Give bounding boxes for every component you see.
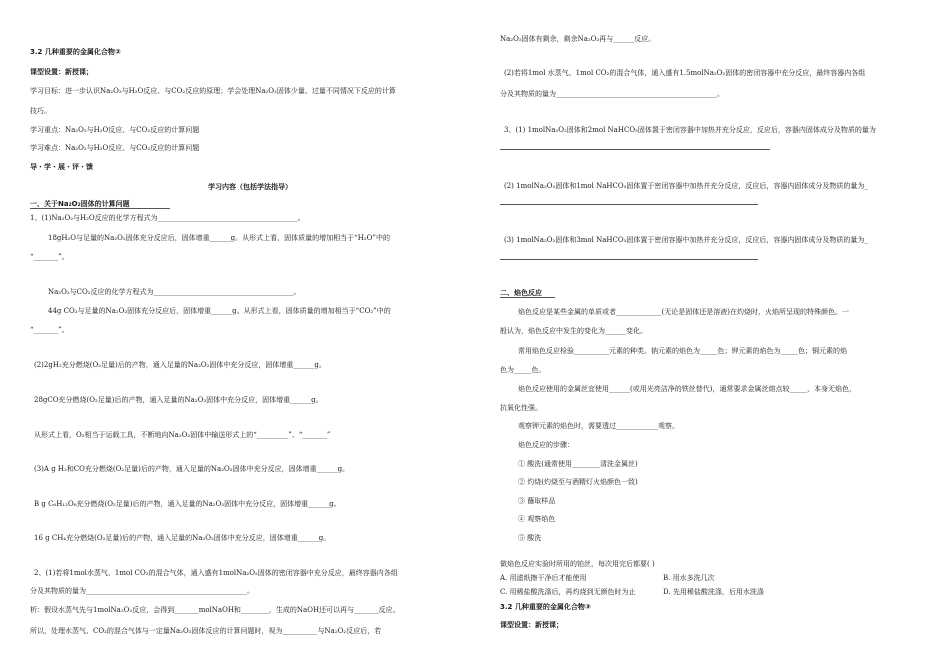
question-2: (2)2gH₂充分燃烧(O₂足量)后的产物，通入足量的Na₂O₂固体中充分反应，固体增重______g。: [34, 361, 326, 369]
flame-text-4: 色为_____色。: [500, 366, 546, 374]
question-1-1: 1、(1)Na₂O₂与H₂O反应的化学方程式为________________________________________。: [30, 214, 305, 222]
mc-option-a: A. 用滤纸擦干净后才能使用: [500, 574, 587, 582]
question-1-3: “_______”。: [30, 253, 69, 261]
analysis-1: 析：假设水蒸气先与1molNa₂O₂反应，会得到_______molNaOH和________，生成的NaOH还可以再与_______反应。: [30, 606, 400, 614]
flame-text-6: 抗氧化性强。: [500, 404, 542, 412]
flame-text-1: 焰色反应是某些金属的单质或者_____________(无论是固体还是溶液)在灼烧时，火焰所呈现的特殊颜色。一: [518, 308, 849, 316]
mc-option-b: B. 用水多洗几次: [663, 574, 715, 582]
question-10-1: 3、(1) 1molNa₂O₂固体和2mol NaHCO₃固体置于密闭容器中加热并充分反应，反应后，容器内固体成分及物质的量为: [504, 126, 876, 134]
section-title: 3.2 几种重要的金属化合物②: [30, 48, 121, 56]
step-1: ① 酸洗(通常使用________清洗金属丝): [518, 460, 638, 468]
question-8-1: 2、(1)若将1mol水蒸气、1mol CO₂的混合气体，通入盛有1molNa₂O₂固体的密闭容器中充分反应，最终容器内各组: [34, 569, 398, 577]
learning-objective-cont: 技巧。: [30, 107, 51, 115]
answer-line: [500, 149, 770, 150]
flame-text-3: 常用焰色反应检验__________元素的种类。钠元素的焰色为_____色；钾元素的焰色为_____色；铜元素的焰: [518, 347, 847, 355]
question-7: 16 g CH₄充分燃烧(O₂足量)后的产物，通入足量的Na₂O₂固体中充分反应，固体增重______g。: [34, 534, 331, 542]
flame-text-5: 焰色反应使用的金属丝宜使用______(或用光亮洁净的铁丝替代)，通常要求金属丝熔点较_____，本身无焰色，: [518, 385, 856, 393]
question-5: (3)A g H₂和CO充分燃烧(O₂足量)后的产物，通入足量的Na₂O₂固体中充分反应，固体增重______g。: [34, 465, 350, 473]
heading-underline: [500, 297, 555, 298]
step-3: ③ 蘸取样品: [518, 497, 556, 505]
answer-line: [500, 204, 758, 205]
mc-option-d: D. 先用稀盐酸洗涤，后用水洗涤: [663, 588, 764, 596]
analysis-2: 所以，处理水蒸气、CO₂的混合气体与一定量Na₂O₂固体反应的计算问题时，视为__________与Na₂O₂反应后，若: [30, 627, 382, 635]
step-2: ② 灼烧(灼烧至与酒精灯火焰颜色一致): [518, 478, 638, 486]
learning-objective: 学习目标：进一步认识Na₂O₂与H₂O反应、与CO₂反应的原理；学会处理Na₂O₂固体少量、过量不同情况下反应的计算: [30, 87, 396, 95]
content-heading: 学习内容（包括学法指导）: [208, 183, 292, 191]
question-4: 从形式上看，O₂相当于运载工具，不断地向Na₂O₂固体中输送形式上的“_________”、“_______”: [34, 431, 331, 439]
flame-text-2: 般认为，焰色反应中发生的变化为______变化。: [500, 327, 647, 335]
flame-text-7: 观察钾元素的焰色时，需要透过____________观察。: [518, 422, 679, 430]
question-10-2: (2) 1molNa₂O₂固体和1mol NaHCO₃固体置于密闭容器中加热并充分反应，反应后，容器内固体成分及物质的量为_: [504, 182, 868, 190]
question-6: B g C₆H₁₂O₆充分燃烧(O₂足量)后的产物，通入足量的Na₂O₂固体中充分反应，固体增重______g。: [34, 500, 341, 508]
steps-heading: 焰色反应的步骤：: [518, 441, 574, 449]
question-3: 28gCO充分燃烧(O₂足量)后的产物，通入足量的Na₂O₂固体中充分反应，固体增重______g。: [34, 396, 323, 404]
mc-option-c: C. 用稀盐酸洗涤后，再灼烧到无颜色时为止: [500, 588, 636, 596]
step-5: ⑤ 酸洗: [518, 534, 542, 542]
next-section-title: 3.2 几种重要的金属化合物③: [500, 603, 591, 611]
question-9-2: 分及其物质的量为______________________________________________。: [500, 90, 724, 98]
question-10-3: (3) 1molNa₂O₂固体和3mol NaHCO₃固体置于密闭容器中加热并充分反应，反应后，容器内固体成分及物质的量为_: [504, 236, 868, 244]
question-1-2: 18gH₂O与足量的Na₂O₂固体充分反应后，固体增重______g。从形式上看，固体质量的增加相当于“H₂O”中的: [48, 234, 390, 242]
question-1-5: 44g CO₂与足量的Na₂O₂固体充分反应后，固体增重______g。从形式上看，固体质量的增加相当于“CO₂”中的: [48, 307, 391, 315]
question-9-1: (2)若将1mol 水蒸气、1mol CO₂的混合气体，通入盛有1.5molNa₂O₂固体的密闭容器中充分反应，最终容器内各组: [504, 69, 866, 77]
key-point: 学习重点：Na₂O₂与H₂O反应、与CO₂反应的计算问题: [30, 126, 200, 134]
course-type: 课型设置：新授课；: [30, 68, 93, 76]
guide-steps: 导・学・展・评・馈: [30, 163, 93, 171]
next-course-type: 课型设置：新授课；: [500, 621, 563, 629]
part2-heading: 二、焰色反应: [500, 289, 542, 297]
question-1-6: “_______”。: [30, 326, 69, 334]
mc-question: 做焰色反应实验时所用的铂丝，每次用完后都要( ): [500, 560, 655, 568]
question-8-2: 分及其物质的量为______________________________________________。: [30, 587, 254, 595]
analysis-3: Na₂O₂固体有剩余，剩余Na₂O₂再与______反应。: [500, 35, 656, 43]
heading-underline: [30, 208, 170, 209]
question-1-4: Na₂O₂与CO₂反应的化学方程式为________________________________________。: [48, 288, 301, 296]
part1-heading: 一、关于Na₂O₂固体的计算问题: [30, 200, 130, 208]
answer-line: [500, 259, 758, 260]
step-4: ④ 观察焰色: [518, 515, 556, 523]
difficulty: 学习难点：Na₂O₂与H₂O反应、与CO₂反应的计算问题: [30, 144, 200, 152]
